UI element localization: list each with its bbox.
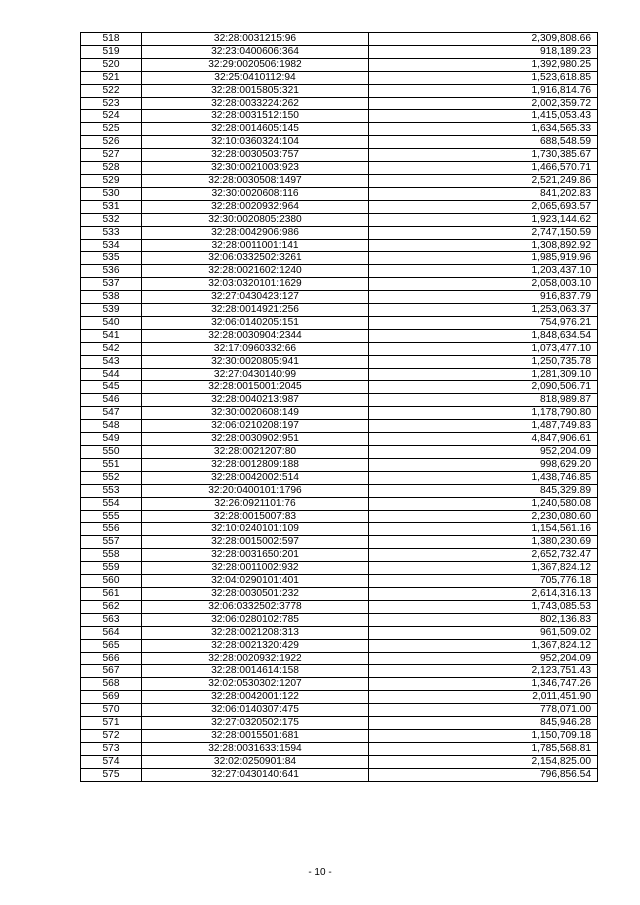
- value-cell: 1,785,568.81: [369, 742, 598, 755]
- table-row: [81, 549, 598, 562]
- cadastral-number-cell: 32:28:0015002:597: [142, 536, 369, 549]
- table-row: [81, 97, 598, 110]
- row-number-cell: 522: [81, 84, 142, 97]
- row-number-cell: 574: [81, 755, 142, 768]
- row-number-cell: 541: [81, 329, 142, 342]
- table-row: [81, 368, 598, 381]
- value-cell: 802,136.83: [369, 613, 598, 626]
- value-cell: 1,848,634.54: [369, 329, 598, 342]
- value-cell: 2,652,732.47: [369, 549, 598, 562]
- cadastral-number-cell: 32:06:0280102:785: [142, 613, 369, 626]
- value-cell: 1,367,824.12: [369, 562, 598, 575]
- value-cell: 2,747,150.59: [369, 226, 598, 239]
- row-number-cell: 553: [81, 484, 142, 497]
- value-cell: 1,154,561.16: [369, 523, 598, 536]
- table-row: [81, 587, 598, 600]
- cadastral-number-cell: 32:28:0011001:141: [142, 239, 369, 252]
- cadastral-number-cell: 32:25:0410112:94: [142, 71, 369, 84]
- row-number-cell: 565: [81, 639, 142, 652]
- table-row: [81, 71, 598, 84]
- table-row: [81, 433, 598, 446]
- page-number: - 10 -: [308, 867, 332, 878]
- table-row: [81, 136, 598, 149]
- row-number-cell: 543: [81, 355, 142, 368]
- row-number-cell: 568: [81, 678, 142, 691]
- value-cell: 4,847,906.61: [369, 433, 598, 446]
- row-number-cell: 548: [81, 420, 142, 433]
- row-number-cell: 536: [81, 265, 142, 278]
- row-number-cell: 519: [81, 45, 142, 58]
- table-row: [81, 652, 598, 665]
- cadastral-number-cell: 32:28:0031215:96: [142, 33, 369, 46]
- table-row: [81, 174, 598, 187]
- table-row: [81, 639, 598, 652]
- cadastral-number-cell: 32:28:0020932:964: [142, 200, 369, 213]
- cadastral-number-cell: 32:28:0031633:1594: [142, 742, 369, 755]
- table-row: [81, 45, 598, 58]
- row-number-cell: 520: [81, 58, 142, 71]
- value-cell: 841,202.83: [369, 187, 598, 200]
- table-row: [81, 678, 598, 691]
- table-row: [81, 329, 598, 342]
- table-row: [81, 755, 598, 768]
- table-row: [81, 613, 598, 626]
- value-cell: 705,776.18: [369, 575, 598, 588]
- value-cell: 1,985,919.96: [369, 252, 598, 265]
- cadastral-number-cell: 32:02:0530302:1207: [142, 678, 369, 691]
- row-number-cell: 549: [81, 433, 142, 446]
- row-number-cell: 555: [81, 510, 142, 523]
- cadastral-number-cell: 32:28:0015501:681: [142, 729, 369, 742]
- table-row: [81, 226, 598, 239]
- row-number-cell: 554: [81, 497, 142, 510]
- value-cell: 1,367,824.12: [369, 639, 598, 652]
- cadastral-number-cell: 32:26:0921101:76: [142, 497, 369, 510]
- table-row: [81, 381, 598, 394]
- value-cell: 1,346,747.26: [369, 678, 598, 691]
- value-cell: 1,250,735.78: [369, 355, 598, 368]
- row-number-cell: 521: [81, 71, 142, 84]
- row-number-cell: 539: [81, 304, 142, 317]
- row-number-cell: 547: [81, 407, 142, 420]
- cadastral-number-cell: 32:10:0360324:104: [142, 136, 369, 149]
- table-row: [81, 187, 598, 200]
- value-cell: 688,548.59: [369, 136, 598, 149]
- table-row: [81, 626, 598, 639]
- value-cell: 778,071.00: [369, 704, 598, 717]
- cadastral-number-cell: 32:29:0020506:1982: [142, 58, 369, 71]
- value-cell: 1,150,709.18: [369, 729, 598, 742]
- cadastral-number-cell: 32:28:0014614:158: [142, 665, 369, 678]
- table-row: [81, 471, 598, 484]
- table-row: [81, 729, 598, 742]
- value-cell: 1,178,790.80: [369, 407, 598, 420]
- cadastral-number-cell: 32:28:0042001:122: [142, 691, 369, 704]
- row-number-cell: 535: [81, 252, 142, 265]
- table-row: [81, 717, 598, 730]
- cadastral-number-cell: 32:27:0320502:175: [142, 717, 369, 730]
- row-number-cell: 526: [81, 136, 142, 149]
- value-cell: 1,523,618.85: [369, 71, 598, 84]
- value-cell: 2,123,751.43: [369, 665, 598, 678]
- table-row: [81, 446, 598, 459]
- row-number-cell: 552: [81, 471, 142, 484]
- value-cell: 754,976.21: [369, 316, 598, 329]
- data-table: [80, 32, 598, 782]
- row-number-cell: 566: [81, 652, 142, 665]
- row-number-cell: 518: [81, 33, 142, 46]
- row-number-cell: 546: [81, 394, 142, 407]
- row-number-cell: 570: [81, 704, 142, 717]
- cadastral-number-cell: 32:28:0012809:188: [142, 458, 369, 471]
- row-number-cell: 545: [81, 381, 142, 394]
- table-row: [81, 510, 598, 523]
- value-cell: 1,380,230.69: [369, 536, 598, 549]
- cadastral-number-cell: 32:28:0030904:2344: [142, 329, 369, 342]
- cadastral-number-cell: 32:04:0290101:401: [142, 575, 369, 588]
- value-cell: 1,923,144.62: [369, 213, 598, 226]
- table-row: [81, 562, 598, 575]
- cadastral-number-cell: 32:28:0021208:313: [142, 626, 369, 639]
- value-cell: 845,329.89: [369, 484, 598, 497]
- table-row: [81, 420, 598, 433]
- row-number-cell: 534: [81, 239, 142, 252]
- cadastral-number-cell: 32:06:0140307:475: [142, 704, 369, 717]
- table-row: [81, 600, 598, 613]
- value-cell: 952,204.09: [369, 652, 598, 665]
- value-cell: 1,487,749.83: [369, 420, 598, 433]
- table-row: [81, 265, 598, 278]
- cadastral-number-cell: 32:30:0020805:941: [142, 355, 369, 368]
- cadastral-number-cell: 32:28:0015007:83: [142, 510, 369, 523]
- row-number-cell: 556: [81, 523, 142, 536]
- value-cell: 1,073,477.10: [369, 342, 598, 355]
- table-row: [81, 407, 598, 420]
- table-row: [81, 291, 598, 304]
- value-cell: 2,065,693.57: [369, 200, 598, 213]
- table-row: [81, 33, 598, 46]
- value-cell: 1,203,437.10: [369, 265, 598, 278]
- value-cell: 2,309,808.66: [369, 33, 598, 46]
- row-number-cell: 563: [81, 613, 142, 626]
- row-number-cell: 531: [81, 200, 142, 213]
- table-row: [81, 768, 598, 781]
- cadastral-number-cell: 32:06:0332502:3778: [142, 600, 369, 613]
- row-number-cell: 538: [81, 291, 142, 304]
- row-number-cell: 540: [81, 316, 142, 329]
- row-number-cell: 569: [81, 691, 142, 704]
- cadastral-number-cell: 32:28:0031512:150: [142, 110, 369, 123]
- cadastral-number-cell: 32:06:0210208:197: [142, 420, 369, 433]
- table-row: [81, 665, 598, 678]
- row-number-cell: 523: [81, 97, 142, 110]
- table-row: [81, 742, 598, 755]
- table-row: [81, 458, 598, 471]
- table-row: [81, 304, 598, 317]
- cadastral-number-cell: 32:28:0030902:951: [142, 433, 369, 446]
- row-number-cell: 532: [81, 213, 142, 226]
- value-cell: 2,521,249.86: [369, 174, 598, 187]
- cadastral-number-cell: 32:28:0011002:932: [142, 562, 369, 575]
- row-number-cell: 537: [81, 278, 142, 291]
- value-cell: 998,629.20: [369, 458, 598, 471]
- cadastral-number-cell: 32:28:0030501:232: [142, 587, 369, 600]
- cadastral-number-cell: 32:23:0400606:364: [142, 45, 369, 58]
- row-number-cell: 562: [81, 600, 142, 613]
- table-row: [81, 149, 598, 162]
- row-number-cell: 560: [81, 575, 142, 588]
- table-row: [81, 316, 598, 329]
- cadastral-number-cell: 32:10:0240101:109: [142, 523, 369, 536]
- row-number-cell: 529: [81, 174, 142, 187]
- cadastral-number-cell: 32:06:0140205:151: [142, 316, 369, 329]
- table-row: [81, 278, 598, 291]
- row-number-cell: 564: [81, 626, 142, 639]
- cadastral-number-cell: 32:28:0021207:80: [142, 446, 369, 459]
- row-number-cell: 572: [81, 729, 142, 742]
- table-row: [81, 704, 598, 717]
- table-row: [81, 536, 598, 549]
- cadastral-number-cell: 32:30:0020608:149: [142, 407, 369, 420]
- value-cell: 918,189.23: [369, 45, 598, 58]
- table-row: [81, 342, 598, 355]
- table-row: [81, 252, 598, 265]
- table-row: [81, 484, 598, 497]
- value-cell: 1,415,053.43: [369, 110, 598, 123]
- cadastral-number-cell: 32:28:0031650:201: [142, 549, 369, 562]
- value-cell: 1,438,746.85: [369, 471, 598, 484]
- table-row: [81, 213, 598, 226]
- row-number-cell: 525: [81, 123, 142, 136]
- table-row: [81, 200, 598, 213]
- value-cell: 796,856.54: [369, 768, 598, 781]
- row-number-cell: 533: [81, 226, 142, 239]
- table-row: [81, 84, 598, 97]
- cadastral-number-cell: 32:28:0020932:1922: [142, 652, 369, 665]
- table-row: [81, 523, 598, 536]
- cadastral-number-cell: 32:28:0030503:757: [142, 149, 369, 162]
- value-cell: 916,837.79: [369, 291, 598, 304]
- value-cell: 845,946.28: [369, 717, 598, 730]
- value-cell: 1,730,385.67: [369, 149, 598, 162]
- table-row: [81, 110, 598, 123]
- row-number-cell: 558: [81, 549, 142, 562]
- row-number-cell: 528: [81, 162, 142, 175]
- row-number-cell: 559: [81, 562, 142, 575]
- cadastral-number-cell: 32:30:0021003:923: [142, 162, 369, 175]
- value-cell: 2,154,825.00: [369, 755, 598, 768]
- row-number-cell: 550: [81, 446, 142, 459]
- cadastral-number-cell: 32:06:0332502:3261: [142, 252, 369, 265]
- cadastral-number-cell: 32:28:0030508:1497: [142, 174, 369, 187]
- table-row: [81, 691, 598, 704]
- table-row: [81, 58, 598, 71]
- cadastral-number-cell: 32:27:0430140:99: [142, 368, 369, 381]
- row-number-cell: 571: [81, 717, 142, 730]
- cadastral-number-cell: 32:02:0250901:84: [142, 755, 369, 768]
- table-row: [81, 575, 598, 588]
- cadastral-number-cell: 32:28:0021320:429: [142, 639, 369, 652]
- value-cell: 2,058,003.10: [369, 278, 598, 291]
- value-cell: 2,230,080.60: [369, 510, 598, 523]
- value-cell: 2,011,451.90: [369, 691, 598, 704]
- row-number-cell: 561: [81, 587, 142, 600]
- table-row: [81, 239, 598, 252]
- cadastral-number-cell: 32:17:0960332:66: [142, 342, 369, 355]
- cadastral-number-cell: 32:03:0320101:1629: [142, 278, 369, 291]
- cadastral-number-cell: 32:20:0400101:1796: [142, 484, 369, 497]
- cadastral-number-cell: 32:28:0042002:514: [142, 471, 369, 484]
- cadastral-number-cell: 32:27:0430140:641: [142, 768, 369, 781]
- value-cell: 1,253,063.37: [369, 304, 598, 317]
- cadastral-number-cell: 32:28:0015001:2045: [142, 381, 369, 394]
- row-number-cell: 551: [81, 458, 142, 471]
- table-row: [81, 394, 598, 407]
- row-number-cell: 542: [81, 342, 142, 355]
- row-number-cell: 544: [81, 368, 142, 381]
- table-row: [81, 123, 598, 136]
- cadastral-number-cell: 32:30:0020608:116: [142, 187, 369, 200]
- value-cell: 2,614,316.13: [369, 587, 598, 600]
- value-cell: 952,204.09: [369, 446, 598, 459]
- row-number-cell: 530: [81, 187, 142, 200]
- table-row: [81, 497, 598, 510]
- cadastral-number-cell: 32:28:0014921:256: [142, 304, 369, 317]
- table-body: [81, 33, 598, 782]
- value-cell: 1,466,570.71: [369, 162, 598, 175]
- cadastral-number-cell: 32:30:0020805:2380: [142, 213, 369, 226]
- cadastral-number-cell: 32:28:0015805:321: [142, 84, 369, 97]
- cadastral-number-cell: 32:28:0040213:987: [142, 394, 369, 407]
- row-number-cell: 573: [81, 742, 142, 755]
- table-row: [81, 162, 598, 175]
- row-number-cell: 557: [81, 536, 142, 549]
- row-number-cell: 527: [81, 149, 142, 162]
- value-cell: 1,308,892.92: [369, 239, 598, 252]
- value-cell: 2,002,359.72: [369, 97, 598, 110]
- value-cell: 1,634,565.33: [369, 123, 598, 136]
- cadastral-number-cell: 32:28:0042906:986: [142, 226, 369, 239]
- value-cell: 818,989.87: [369, 394, 598, 407]
- cadastral-number-cell: 32:28:0021602:1240: [142, 265, 369, 278]
- cadastral-number-cell: 32:27:0430423:127: [142, 291, 369, 304]
- cadastral-number-cell: 32:28:0014605:145: [142, 123, 369, 136]
- value-cell: 2,090,506.71: [369, 381, 598, 394]
- value-cell: 1,916,814.76: [369, 84, 598, 97]
- row-number-cell: 524: [81, 110, 142, 123]
- value-cell: 1,392,980.25: [369, 58, 598, 71]
- row-number-cell: 575: [81, 768, 142, 781]
- row-number-cell: 567: [81, 665, 142, 678]
- value-cell: 1,240,580.08: [369, 497, 598, 510]
- cadastral-number-cell: 32:28:0033224:262: [142, 97, 369, 110]
- table-row: [81, 355, 598, 368]
- value-cell: 961,509.02: [369, 626, 598, 639]
- value-cell: 1,281,309.10: [369, 368, 598, 381]
- value-cell: 1,743,085.53: [369, 600, 598, 613]
